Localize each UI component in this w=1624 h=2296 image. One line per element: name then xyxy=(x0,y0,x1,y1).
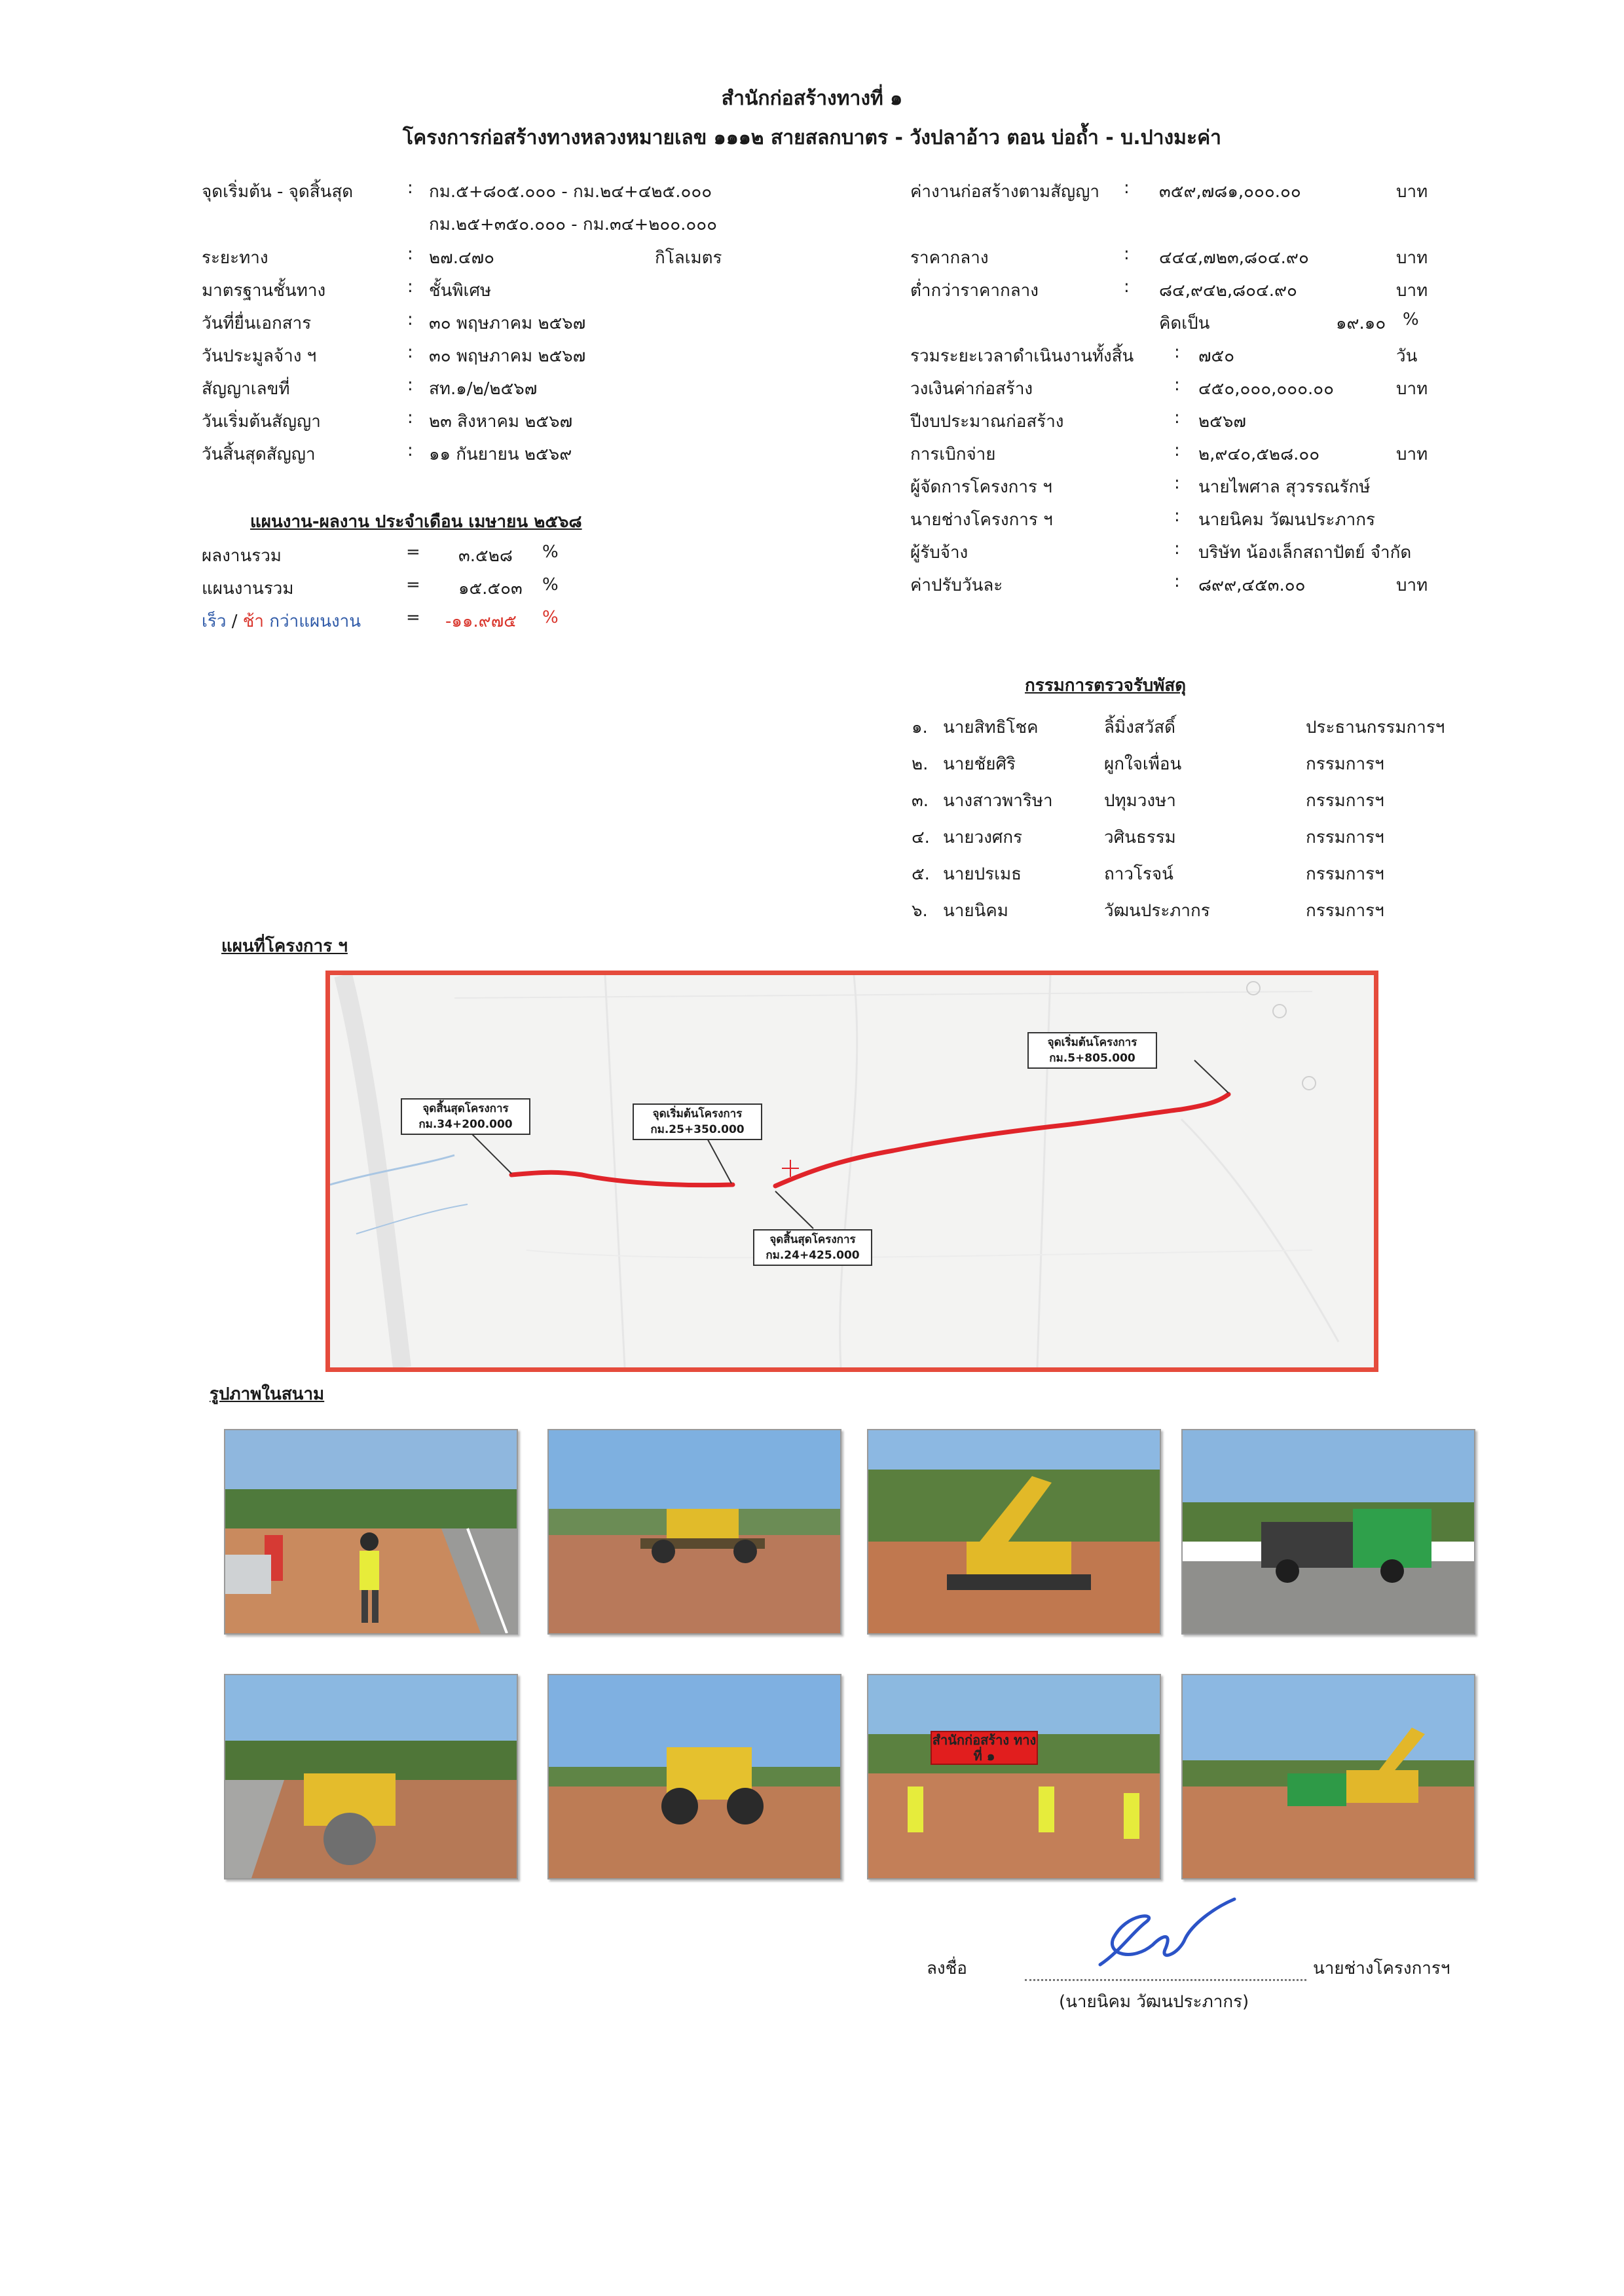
contract-no-label: สัญญาเลขที่ xyxy=(202,379,290,399)
median-price-label: ราคากลาง xyxy=(910,248,989,268)
field-photo-8 xyxy=(1181,1674,1475,1879)
committee-member-first: นายปรเมธ xyxy=(943,864,1022,884)
committee-member-no: ๕. xyxy=(912,864,930,884)
start-end-value-2: กม.๒๕+๓๕๐.๐๐๐ - กม.๓๔+๒๐๐.๐๐๐ xyxy=(429,215,717,234)
contract-start-value: ๒๓ สิงหาคม ๒๕๖๗ xyxy=(429,412,573,432)
result-label: ผลงานรวม xyxy=(202,546,282,566)
start-end-label: จุดเริ่มต้น - จุดสิ้นสุด xyxy=(202,182,354,202)
engineer-label: นายช่างโครงการ ฯ xyxy=(910,510,1053,530)
total-days-label: รวมระยะเวลาดำเนินงานทั้งสิ้น xyxy=(910,346,1134,366)
committee-member-last: ลิ้มิ่งสวัสดิ์ xyxy=(1104,718,1175,737)
committee-member-last: ปทุมวงษา xyxy=(1104,791,1176,811)
signer-name: (นายนิคม วัฒนประภากร) xyxy=(1059,1992,1249,2012)
field-photo-3 xyxy=(867,1429,1161,1635)
contract-cost-label: ค่างานก่อสร้างตามสัญญา xyxy=(910,182,1099,202)
committee-member-role: กรรมการฯ xyxy=(1306,901,1384,921)
field-photo-1 xyxy=(224,1429,518,1635)
daily-fine-value: ๘๙๙,๔๕๓.๐๐ xyxy=(1198,576,1306,595)
sign-board: สำนักก่อสร้าง ทางที่ ๑ xyxy=(931,1731,1038,1765)
total-days-value: ๗๕๐ xyxy=(1198,346,1235,366)
committee-member-role: ประธานกรรมการฯ xyxy=(1306,718,1445,737)
committee-member-role: กรรมการฯ xyxy=(1306,828,1384,847)
committee-member-no: ๑. xyxy=(912,718,928,737)
submit-date-value: ๓๐ พฤษภาคม ๒๕๖๗ xyxy=(429,314,586,333)
map-label-start-east: จุดเริ่มต้นโครงการ กม.5+805.000 xyxy=(1027,1032,1157,1069)
fiscal-year-label: ปีงบประมาณก่อสร้าง xyxy=(910,412,1064,432)
standard-label: มาตรฐานชั้นทาง xyxy=(202,281,326,301)
disbursed-value: ๒,๙๔๐,๕๒๘.๐๐ xyxy=(1198,445,1320,464)
field-photo-4 xyxy=(1181,1429,1475,1635)
manager-value: นายไพศาล สุวรรณรักษ์ xyxy=(1198,477,1371,497)
result-value: ๓.๕๒๘ xyxy=(458,546,513,566)
field-photo-5 xyxy=(224,1674,518,1879)
project-map xyxy=(325,971,1378,1372)
disbursed-label: การเบิกจ่าย xyxy=(910,445,996,464)
distance-label: ระยะทาง xyxy=(202,248,268,268)
manager-label: ผู้จัดการโครงการ ฯ xyxy=(910,477,1052,497)
bid-date-label: วันประมูลจ้าง ฯ xyxy=(202,346,317,366)
distance-value: ๒๗.๔๗๐ xyxy=(429,248,495,268)
percent-value: ๑๙.๑๐ xyxy=(1336,314,1386,333)
committee-member-first: นายชัยศิริ xyxy=(943,754,1016,774)
percent-label: คิดเป็น xyxy=(1159,314,1210,333)
committee-member-role: กรรมการฯ xyxy=(1306,864,1384,884)
field-photo-7 xyxy=(867,1674,1161,1879)
committee-member-no: ๔. xyxy=(912,828,930,847)
map-canvas xyxy=(330,975,1374,1367)
committee-member-no: ๖. xyxy=(912,901,928,921)
committee-member-last: วัฒนประภากร xyxy=(1104,901,1210,921)
contractor-value: บริษัท น้องเล็กสถาปัตย์ จำกัด xyxy=(1198,543,1412,563)
committee-member-no: ๒. xyxy=(912,754,929,774)
committee-member-last: ถาวโรจน์ xyxy=(1104,864,1173,884)
map-label-end-west: จุดสิ้นสุดโครงการ กม.34+200.000 xyxy=(401,1098,530,1135)
sign-label: ลงชื่อ xyxy=(927,1959,967,1978)
committee-member-first: นายนิคม xyxy=(943,901,1008,921)
committee-member-last: ผูกใจเพื่อน xyxy=(1104,754,1182,774)
engineer-value: นายนิคม วัฒนประภากร xyxy=(1198,510,1375,530)
position-label: นายช่างโครงการฯ xyxy=(1313,1959,1450,1978)
daily-fine-label: ค่าปรับวันละ xyxy=(910,576,1003,595)
map-label-start-25: จุดเริ่มต้นโครงการ กม.25+350.000 xyxy=(633,1103,762,1140)
committee-member-first: นายวงศกร xyxy=(943,828,1023,847)
median-price-value: ๔๔๔,๗๒๓,๘๐๔.๙๐ xyxy=(1159,248,1309,268)
contract-no-value: สท.๑/๒/๒๕๖๗ xyxy=(429,379,538,399)
standard-value: ชั้นพิเศษ xyxy=(429,281,492,301)
signature-image xyxy=(1087,1893,1244,1981)
submit-date-label: วันที่ยื่นเอกสาร xyxy=(202,314,312,333)
plan-label: แผนงานรวม xyxy=(202,579,294,599)
committee-member-no: ๓. xyxy=(912,791,929,811)
field-photo-2 xyxy=(547,1429,841,1635)
photos-title: รูปภาพในสนาม xyxy=(210,1384,325,1404)
committee-member-first: นางสาวพาริษา xyxy=(943,791,1053,811)
fiscal-year-value: ๒๕๖๗ xyxy=(1198,412,1246,432)
committee-member-last: วศินธรรม xyxy=(1104,828,1176,847)
contract-end-label: วันสิ้นสุดสัญญา xyxy=(202,445,316,464)
committee-member-first: นายสิทธิโชค xyxy=(943,718,1039,737)
committee-title: กรรมการตรวจรับพัสดุ xyxy=(1025,676,1187,695)
start-end-value-1: กม.๕+๘๐๕.๐๐๐ - กม.๒๔+๔๒๕.๐๐๐ xyxy=(429,182,712,202)
contract-start-label: วันเริ่มต้นสัญญา xyxy=(202,412,321,432)
budget-value: ๔๕๐,๐๐๐,๐๐๐.๐๐ xyxy=(1198,379,1334,399)
contractor-label: ผู้รับจ้าง xyxy=(910,543,969,563)
diff-value: -๑๑.๙๗๕ xyxy=(445,612,517,631)
below-median-label: ต่ำกว่าราคากลาง xyxy=(910,281,1039,301)
map-label-end-24: จุดสิ้นสุดโครงการ กม.24+425.000 xyxy=(753,1229,872,1266)
below-median-value: ๘๔,๙๔๒,๘๐๔.๙๐ xyxy=(1159,281,1297,301)
bid-date-value: ๓๐ พฤษภาคม ๒๕๖๗ xyxy=(429,346,586,366)
plan-value: ๑๕.๕๐๓ xyxy=(458,579,523,599)
contract-cost-value: ๓๕๙,๗๘๑,๐๐๐.๐๐ xyxy=(1159,182,1301,202)
office-title: สำนักก่อสร้างทางที่ ๑ xyxy=(721,87,903,110)
distance-unit: กิโลเมตร xyxy=(655,248,722,268)
map-title: แผนที่โครงการ ฯ xyxy=(221,936,348,956)
field-photo-6 xyxy=(547,1674,841,1879)
committee-member-role: กรรมการฯ xyxy=(1306,754,1384,774)
budget-label: วงเงินค่าก่อสร้าง xyxy=(910,379,1033,399)
signature-line xyxy=(1025,1979,1306,1981)
project-title: โครงการก่อสร้างทางหลวงหมายเลข ๑๑๑๒ สายสลกบาตร - วังปลาอ้าว ตอน บ่อถ้ำ - บ.ปางมะค่า xyxy=(403,126,1221,149)
contract-end-value: ๑๑ กันยายน ๒๕๖๙ xyxy=(429,445,572,464)
diff-label: เร็ว / ช้า กว่าแผนงาน xyxy=(202,612,361,631)
committee-member-role: กรรมการฯ xyxy=(1306,791,1384,811)
progress-title: แผนงาน-ผลงาน ประจำเดือน เมษายน ๒๕๖๘ xyxy=(250,512,582,532)
